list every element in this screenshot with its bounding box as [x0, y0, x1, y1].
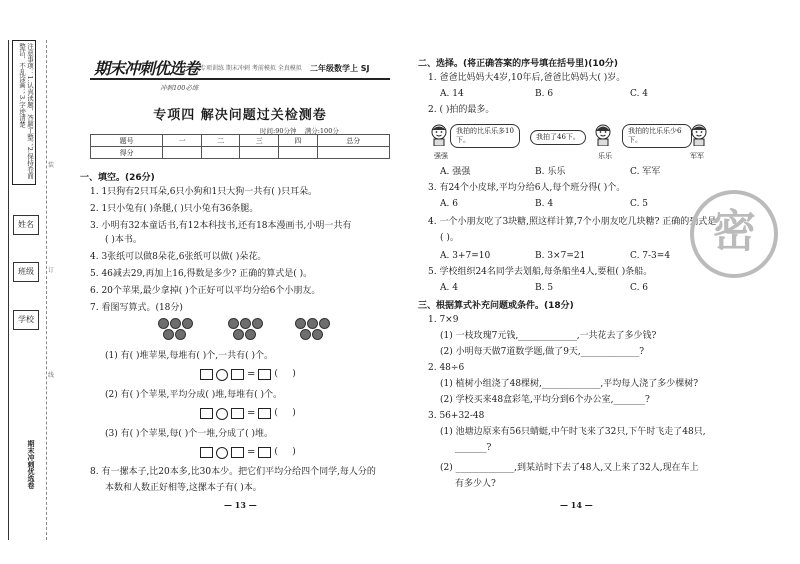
question-1: 1. 1只狗有2只耳朵,6只小狗和1只大狗一共有( )只耳朵。 [90, 187, 318, 197]
choice-1: 1. 爸爸比妈妈大4岁,10年后,爸爸比妈妈大( )岁。 [428, 73, 626, 83]
question-3: 3. 小明有32本童话书,有12本科技书,还有18本漫画书,小明一共有 [90, 221, 352, 231]
expr-3-a-cont: _______? [455, 443, 492, 453]
page-number: — 14 — [560, 500, 593, 510]
school-field[interactable]: 学校 [13, 310, 39, 330]
question-8: 8. 有一摞本子,比20本多,比30本少。把它们平均分给四个同学,每人分的 [90, 467, 376, 477]
kid-name: 乐乐 [598, 152, 612, 160]
fold-mark: 线 [48, 372, 55, 379]
apple-icon [233, 329, 244, 340]
binding-border [8, 40, 9, 540]
class-field[interactable]: 班级 [13, 262, 39, 282]
score-cell[interactable] [201, 147, 240, 159]
operator-circle[interactable] [216, 408, 228, 420]
fold-mark: 订 [48, 267, 55, 274]
side-logo: 期末冲刺优选卷 [27, 440, 35, 489]
question-6: 6. 20个苹果,最少拿掉( )个正好可以平均分给6个小朋友。 [90, 286, 321, 296]
secret-stamp: 密 [690, 190, 778, 278]
choice-2-opt-c[interactable]: C. 军军 [630, 167, 661, 177]
apple-icon [182, 318, 193, 329]
page-title: 专项四 解决问题过关检测卷 [153, 108, 327, 123]
choice-5-opt-a[interactable]: A. 4 [440, 283, 458, 293]
choice-4-opt-b[interactable]: B. 3×7=21 [535, 251, 586, 261]
answer-box[interactable] [200, 408, 213, 419]
score-row-label: 得分 [91, 147, 163, 159]
choice-3-opt-b[interactable]: B. 4 [535, 199, 554, 209]
apple-icon [319, 318, 330, 329]
speech-bubble: 我拍的比乐乐少6下。 [622, 124, 692, 148]
sub-question-1: (1) 有( )堆苹果,每堆有( )个,一共有( )个。 [105, 351, 273, 361]
choice-4-cont: ( )。 [440, 233, 459, 243]
speech-bubble: 我拍了46下。 [530, 130, 586, 145]
choice-5-opt-c[interactable]: C. 6 [630, 283, 649, 293]
score-label: 满分:100分 [304, 127, 339, 135]
section-complete: 三、根据算式补充问题或条件。(18分) [418, 301, 574, 311]
expr-1-b: (2) 小明每天做7道数学题,做了9天,_____________? [440, 347, 645, 357]
sub-question-2: (2) 有( )个苹果,平均分成( )堆,每堆有( )个。 [105, 390, 282, 400]
kid-name: 军军 [690, 152, 704, 160]
answer-box[interactable] [231, 447, 244, 458]
section-choice: 二、选择。(将正确答案的序号填在括号里)(10分) [418, 59, 618, 69]
brand-logo: 期末冲刺优选卷 [94, 59, 200, 78]
operator-circle[interactable] [216, 447, 228, 459]
expr-3-b: (2) _____________,到某站时下去了48人,又上来了32人,现在车上 [440, 463, 699, 473]
apple-icon [245, 329, 256, 340]
expr-1-a: (1) 一枝玫瑰7元钱,_____________,一共花去了多少钱? [440, 331, 657, 341]
score-header: 四 [279, 135, 318, 147]
apple-icon [307, 318, 318, 329]
choice-2-opt-b[interactable]: B. 乐乐 [535, 167, 566, 177]
apple-pile [295, 318, 330, 340]
apple-icon [175, 329, 186, 340]
answer-box[interactable] [200, 369, 213, 380]
score-header: 题号 [91, 135, 163, 147]
expr-3: 3. 56+32-48 [428, 411, 485, 421]
expr-2-a: (1) 植树小组浇了48棵树,_____________,平均每人浇了多少棵树? [440, 379, 699, 389]
answer-box[interactable] [231, 408, 244, 419]
score-cell[interactable] [279, 147, 318, 159]
apple-icon [300, 329, 311, 340]
score-header: 三 [240, 135, 279, 147]
choice-1-opt-a[interactable]: A. 14 [440, 89, 464, 99]
choice-4-opt-c[interactable]: C. 7-3=4 [630, 251, 671, 261]
choice-4-opt-a[interactable]: A. 3+7=10 [440, 251, 491, 261]
expr-2-b: (2) 学校买来48盒彩笔,平均分到6个办公室,_______? [440, 395, 650, 405]
equation-row-3: = ( ) [200, 446, 296, 459]
choice-1-opt-c[interactable]: C. 4 [630, 89, 649, 99]
question-4: 4. 3张纸可以做8朵花,6张纸可以做( )朵花。 [90, 252, 267, 262]
name-field[interactable]: 姓名 [13, 215, 39, 235]
apple-pile [228, 318, 263, 340]
apple-icon [170, 318, 181, 329]
choice-3-opt-c[interactable]: C. 5 [630, 199, 649, 209]
score-table [90, 134, 390, 159]
equation-row-2: = ( ) [200, 407, 296, 420]
apple-icon [163, 329, 174, 340]
choice-5: 5. 学校组织24名同学去划船,每条船坐4人,要租( )条船。 [428, 267, 653, 277]
expr-3-b-cont: 有多少人? [455, 479, 496, 489]
speech-bubble: 我拍的比乐乐多10下。 [450, 124, 520, 148]
brand-tagline: 专项训练 期末冲刺 考前模拟 全真模拟 [200, 65, 302, 72]
score-cell[interactable] [317, 147, 389, 159]
apple-icon [312, 329, 323, 340]
operator-circle[interactable] [216, 369, 228, 381]
apple-icon [252, 318, 263, 329]
choice-4: 4. 一个小朋友吃了3块糖,照这样计算,7个小朋友吃几块糖? 正确的列式是 [428, 217, 717, 227]
fold-mark: 装 [48, 162, 55, 169]
choice-5-opt-b[interactable]: B. 5 [535, 283, 554, 293]
apple-icon [158, 318, 169, 329]
choice-2: 2. ( )拍的最多。 [428, 105, 495, 115]
apple-icon [228, 318, 239, 329]
kid-junjun [690, 124, 708, 149]
question-5: 5. 46减去29,再加上16,得数是多少? 正确的算式是( )。 [90, 269, 313, 279]
kid-lele [594, 124, 612, 149]
answer-box[interactable] [258, 447, 271, 458]
expr-2: 2. 48÷6 [428, 363, 465, 373]
child-icon [690, 124, 708, 146]
child-icon [594, 124, 612, 146]
header-rule [90, 78, 390, 80]
apple-icon [295, 318, 306, 329]
equation-row-1: = ( ) [200, 368, 296, 381]
notes-box: 注意事项：1.认真读题，答题工整；2.保持卷面整洁，不乱涂画；3.字迹清楚 [12, 40, 36, 185]
sub-brand: 冲刺100必练 [160, 84, 199, 92]
apple-pile [158, 318, 193, 340]
choice-1-opt-b[interactable]: B. 6 [535, 89, 554, 99]
choice-2-opt-a[interactable]: A. 强强 [440, 167, 471, 177]
score-header: 二 [201, 135, 240, 147]
answer-box[interactable] [258, 408, 271, 419]
fold-line [46, 40, 47, 540]
kid-name: 强强 [434, 152, 448, 160]
expr-3-a: (1) 池塘边原来有56只蜻蜓,中午时飞来了32只,下午时飞走了48只, [440, 427, 706, 437]
answer-box[interactable] [231, 369, 244, 380]
choice-3-opt-a[interactable]: A. 6 [440, 199, 458, 209]
score-cell[interactable] [240, 147, 279, 159]
apple-icon [240, 318, 251, 329]
score-header: 总分 [317, 135, 389, 147]
time-label: 时间:90分钟 [260, 127, 297, 135]
child-icon [430, 124, 448, 146]
score-header: 一 [163, 135, 202, 147]
score-cell[interactable] [163, 147, 202, 159]
answer-box[interactable] [200, 447, 213, 458]
grade-label: 二年级数学上 SJ [310, 64, 370, 73]
kid-qiangqiang [430, 124, 448, 149]
question-7: 7. 看图写算式。(18分) [90, 303, 183, 313]
choice-3: 3. 有24个小皮球,平均分给6人,每个班分得( )个。 [428, 183, 626, 193]
expr-1: 1. 7×9 [428, 315, 459, 325]
page-number: — 13 — [224, 500, 257, 510]
question-2: 2. 1只小兔有( )条腿,( )只小兔有36条腿。 [90, 204, 259, 214]
question-8-cont: 本数和人数正好相等,这摞本子有( )本。 [105, 483, 262, 493]
sub-question-3: (3) 有( )个苹果,每( )个一堆,分成了( )堆。 [105, 429, 273, 439]
section-fill: 一、填空。(26分) [80, 173, 155, 183]
question-3-cont: ( )本书。 [105, 235, 142, 245]
answer-box[interactable] [258, 369, 271, 380]
